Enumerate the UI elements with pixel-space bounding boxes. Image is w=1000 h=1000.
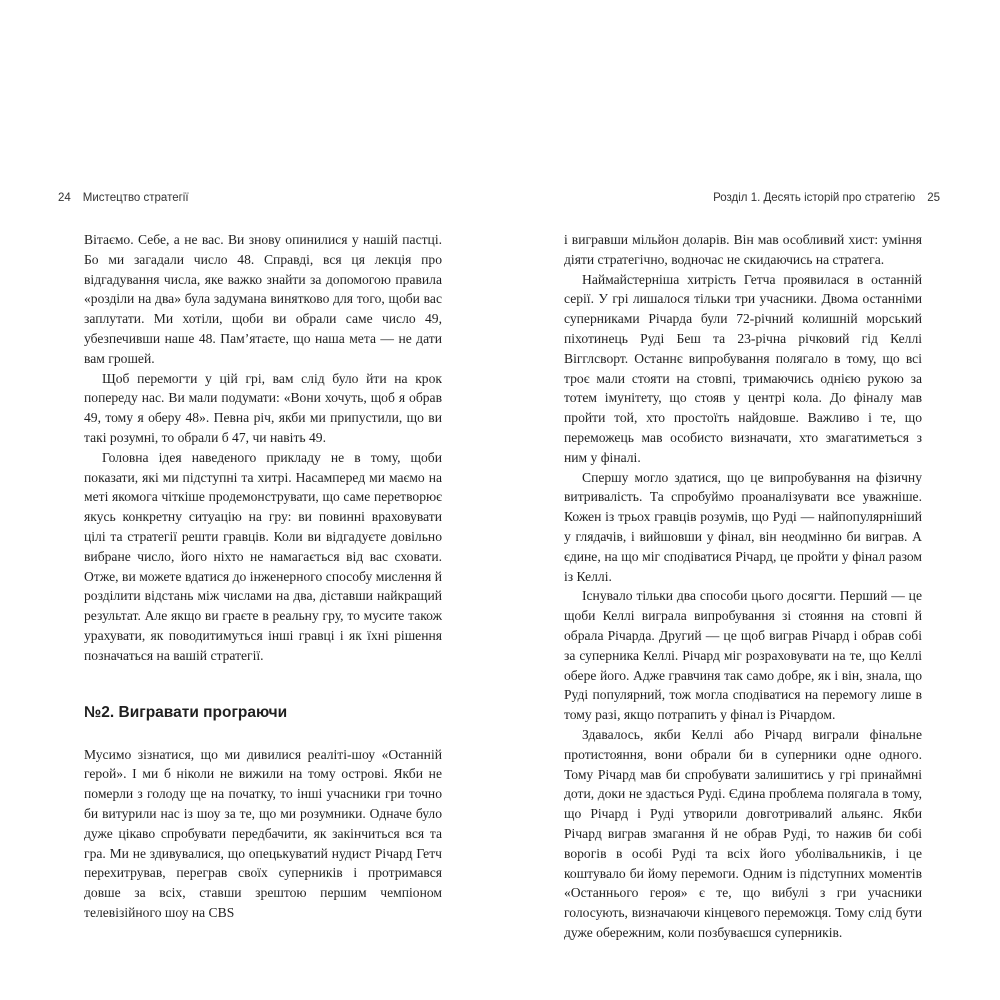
section-heading: №2. Вигравати програючи	[84, 703, 288, 721]
paragraph: і вигравши мільйон доларів. Він мав особливий хист: уміння діяти стратегічно, водночас не скидаючись на стратега.	[564, 232, 922, 267]
paragraph: Вітаємо. Себе, а не вас. Ви знову опинилися у нашій пастці. Бо ми загадали число 48. Справді, вся ця лекція про відгадування числа, яке важко знайти за допомогою правила «розділи на два» була задумана винятково для того, щоби вас заплутати. Ми хотіли, щоби ви обрали саме число 49, убезпечивши наше 48. Пам’ятаєте, що наша мета — не дати вам грошей.	[84, 232, 442, 366]
right-page-number: 25	[927, 192, 940, 204]
paragraph: Мусимо зізнатися, що ми дивилися реаліті-шоу «Останній герой». І ми б ніколи не вижили на тому острові. Якби не померли з голоду ще на початку, то інші учасники гри точно би витурили нас із шоу за те, що ми розумники. Одначе було дуже цікаво спробувати передбачити, як закінчиться вся та гра. Ми не здивувалися, що опецькуватий нудист Річард Гетч перехитрував, переграв своїх суперників і протримався довше за всіх, ставши зрештою першим чемпіоном телевізійного шоу на CBS	[84, 746, 442, 920]
right-text-column	[564, 230, 922, 943]
right-running-head-title: Розділ 1. Десять історій про стратегію	[713, 192, 916, 204]
paragraph: Існувало тільки два способи цього досягти. Перший — це щоби Келлі виграла випробування зі стояння на стовпі й обрала Річарда. Другий — це щоб виграв Річард і обрав собі за суперника Келлі. Річард міг розраховувати на те, що Келлі обере його. Адже гравчиня так само добре, як і він, знала, що Руді популярний, тож могла сподіватися на перемогу лише в тому разі, якщо потрапить у фінал із Річардом.	[564, 588, 922, 723]
paragraph: Здавалось, якби Келлі або Річард виграли фінальне протистояння, вони обрали би в суперники одне одного. Тому Річард мав би спробувати залишитись у грі принаймні доти, доки не здасться Руді. Єдина проблема полягала в тому, що Річард і Руді утворили довготривалий альянс. Якби Річард виграв змагання й не обрав Руді, то нажив би собі ворогів в особі Руді та всіх його уболівальників, і це коштувало би йому перемоги. Одним із підступних моментів «Останнього героя» є те, що вибулі з гри учасники голосують, визначаючи кінцевого переможця. Тому слід бути дуже обережним, коли позбуваєшся суперників.	[564, 726, 922, 940]
paragraph: Наймайстерніша хитрість Гетча проявилася в останній серії. У грі лишалося тільки три учасники. Двома останніми суперниками Річарда були 72-річний колишній морський піхотинець Руді Беш та 23-річна річковий гід Келлі Вігглсворт. Останнє випробування полягало в тому, що всі троє мали стояти на стовпі, тримаючись однією рукою за тотем імунітету, що стояв у центрі кола. До фіналу мав пройти той, хто простоїть найдовше. Важливо і те, що переможець мав особисто визначати, хто змагатиметься з ним у фіналі.	[564, 271, 922, 465]
left-running-head	[58, 191, 189, 205]
paragraph: Спершу могло здатися, що це випробування на фізичну витривалість. Та спробуймо проаналізувати все уважніше. Кожен із трьох гравців розумів, що Руді — найпопулярніший у глядачів, і вийшовши у фінал, він неодмінно би виграв. А єдине, на що міг сподіватися Річард, це пройти у фінал разом із Келлі.	[564, 469, 922, 584]
paragraph: Головна ідея наведеного прикладу не в тому, щоби показати, які ми підступні та хитрі. Насамперед ми маємо на меті якомога чіткіше продемонструвати, що саме перетворює якусь конкретну ситуацію на гру: ви повинні враховувати цілі та стратегії решти гравців. Коли ви відгадуєте довільно вибране число, його ніхто не намагається від вас сховати. Отже, ви можете вдатися до інженерного способу мислення й розділити відстань між числами на два, діставши найкращий результат. Але якщо ви граєте в реальну гру, то мусите також урахувати, як поводитимуться інші гравці і як їхні рішення позначаться на вашій стратегії.	[84, 449, 442, 663]
left-running-head-title: Мистецтво стратегії	[82, 192, 189, 204]
right-running-head	[713, 191, 940, 205]
right-page	[500, 0, 1000, 1000]
left-text-column	[84, 230, 442, 923]
paragraph: Щоб перемогти у цій грі, вам слід було йти на крок попереду нас. Ви мали подумати: «Вони хочуть, щоб я обрав 49, тому я оберу 48». Певна річ, якби ми припустили, що ви такі розумні, то обрали б 47, чи навіть 49.	[84, 370, 442, 445]
left-page-number: 24	[58, 192, 71, 204]
